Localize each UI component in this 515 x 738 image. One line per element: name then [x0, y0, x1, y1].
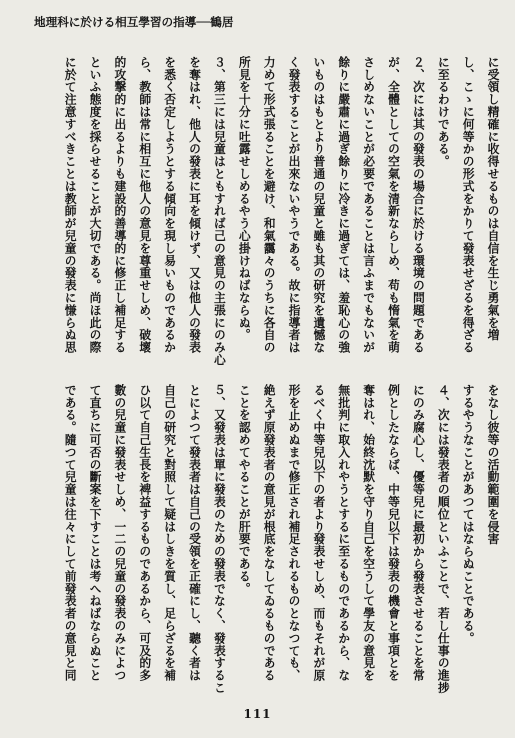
text-column: を奪はれ、他人の發表に耳を傾けず、又は他人の發表: [187, 56, 202, 354]
text-column: ことを認めてやることが肝要である。: [237, 384, 252, 595]
text-column: といふ態度を採らせることが大切である。尚ほ此の際: [88, 56, 102, 354]
text-column: に受領し精確に收得せるものは自信を生じ勇氣を増: [486, 56, 500, 342]
text-column: 所見を十分に吐露せしめるやう心掛けねばならぬ。: [237, 56, 252, 342]
text-column: とによつて發表者は自己の受領を正確にし、聽く者は: [187, 384, 202, 682]
text-column: 餘りに嚴肅に過ぎ餘りに冷きに過ぎては、羞恥心の強: [336, 56, 351, 354]
text-column: 形を止めぬまで修正され補足されるものとなつても、: [287, 384, 301, 682]
text-column: をなし彼等の活動範圍を侵害: [486, 384, 500, 546]
text-column: ４、次には發表者の順位といふことで、若し仕事の進捗: [436, 384, 451, 694]
text-column: するやうなことがあつてはならぬことである。: [461, 384, 476, 645]
page-number: 111: [243, 707, 272, 721]
text-column: ２、次には其の發表の場合に於ける環境の問題である: [411, 56, 426, 354]
text-column: さしめないことが必要であることは言ふまでもないが: [361, 56, 376, 354]
text-column: である。隨つて兒童は往々にして前發表者の意見と同: [63, 384, 78, 682]
text-column: 絶えず原發表者の意見が根底をなしてゐるものである: [262, 384, 277, 682]
text-column: 數の兒童に發表せしめ、一二の兒童の發表のみによつ: [112, 384, 127, 682]
text-column: ３、第三には兒童はともすれば己の意見の主張にのみ心: [212, 56, 227, 366]
text-column: 的攻撃的に出るよりも建設的善導的に修正し補足する: [112, 56, 127, 354]
text-column: いものはもとより普通の兒童と雖も其の研究を遺憾な: [311, 56, 326, 354]
text-column: 例としたならば、中等兒以下は發表の機會と事項とを: [386, 384, 401, 682]
text-column: 自己の研究と對照して疑はしきを質し、足らざるを補: [162, 384, 177, 682]
text-column: 奪はれ、始終沈默を守り自己を空うして學友の意見を: [361, 384, 376, 682]
text-column: ひ以て自己生長を裨益するものであるから、可及的多: [137, 384, 152, 682]
text-column: ら、教師は常に相互に他人の意見を尊重せしめ、破壞: [137, 56, 152, 354]
text-column: を悉く否定しようとする傾向を現し易いものであるか: [162, 56, 177, 354]
lower-tier: [57, 384, 505, 694]
text-column: るべく中等兒以下の者より發表せしめ、而もそれが原: [311, 384, 326, 682]
text-column: にのみ腐心し、優等兒に最初から發表させることを常: [411, 384, 426, 682]
text-column: に於て注意すべきことは教師が兒童の發表に慊らぬ思: [63, 56, 78, 354]
text-column: し、こゝに何等かの形式をかりて發表せざるを得ざる: [461, 56, 476, 354]
text-column: く發表することが出來ないやうである。故に指導者は: [287, 56, 301, 354]
running-header: 地理科に於ける相互學習の指導──鶴居: [34, 15, 234, 29]
text-column: ５、又發表は單に發表のための發表でなく、發表するこ: [212, 384, 227, 694]
text-column: が、全體としての空氣を清新ならしめ、苟も惰氣を萌: [386, 56, 401, 354]
text-column: て直ちに可否の斷案を下すことは考へねばならぬこと: [88, 384, 102, 682]
upper-tier: [57, 56, 505, 366]
text-column: に至るわけである。: [436, 56, 451, 168]
text-column: 力めて形式張ることを避け、和氣靄々のうちに各自の: [262, 56, 277, 354]
text-column: 無批判に取入れやうとするに至るものであるから、な: [336, 384, 351, 682]
